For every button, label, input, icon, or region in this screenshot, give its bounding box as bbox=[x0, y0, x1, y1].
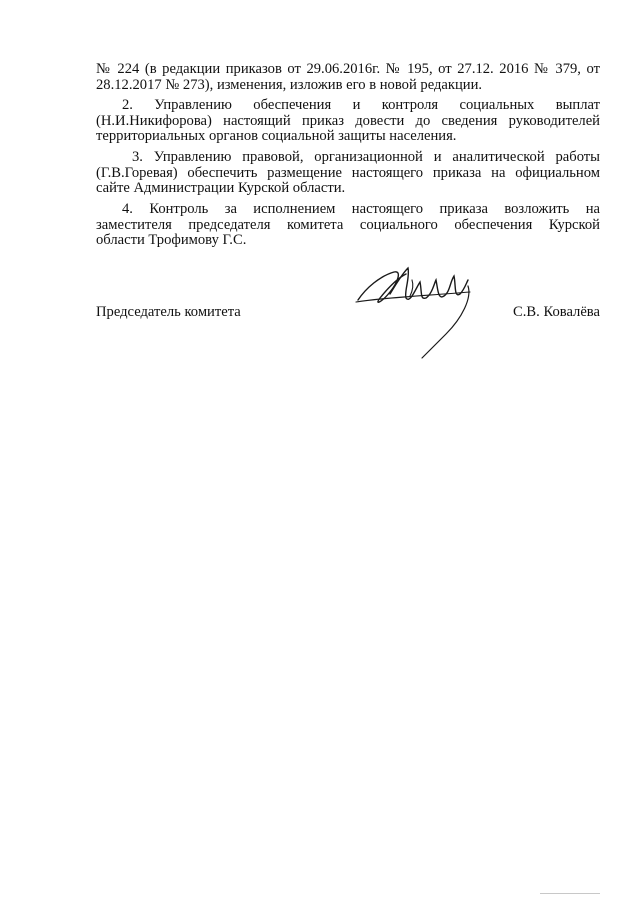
text-line: сайте Администрации Курской области. bbox=[96, 180, 346, 196]
paragraph-continuation bbox=[96, 62, 600, 93]
text-line: (Н.И.Никифорова) настоящий приказ довести до сведения руководителей bbox=[96, 112, 600, 129]
page-edge-mark bbox=[540, 893, 600, 894]
text-line: 3. Управлению правовой, организационной и аналитической работы bbox=[132, 149, 600, 165]
text-line: территориальных органов социальной защиты населения. bbox=[96, 128, 457, 144]
text-line: № 224 (в редакции приказов от 29.06.2016г. № 195, от 27.12. 2016 № 379, от bbox=[96, 61, 600, 77]
paragraph-item-4 bbox=[96, 202, 600, 249]
text-line: области Трофимову Г.С. bbox=[96, 232, 247, 248]
signatory-name: С.В. Ковалёва bbox=[513, 304, 600, 320]
text-line: заместителя председателя комитета социального обеспечения Курской bbox=[96, 216, 600, 233]
paragraph-item-2 bbox=[96, 98, 600, 145]
signatory-title: Председатель комитета bbox=[96, 304, 241, 320]
text-line: (Г.В.Горевая) обеспечить размещение настоящего приказа на официальном bbox=[96, 164, 600, 181]
handwritten-signature bbox=[350, 258, 480, 364]
text-line: 28.12.2017 № 273), изменения, изложив его в новой редакции. bbox=[96, 76, 483, 93]
text-line: 2. Управлению обеспечения и контроля социальных выплат bbox=[122, 97, 600, 113]
text-line: 4. Контроль за исполнением настоящего приказа возложить на bbox=[122, 201, 600, 217]
paragraph-item-3 bbox=[96, 150, 600, 197]
